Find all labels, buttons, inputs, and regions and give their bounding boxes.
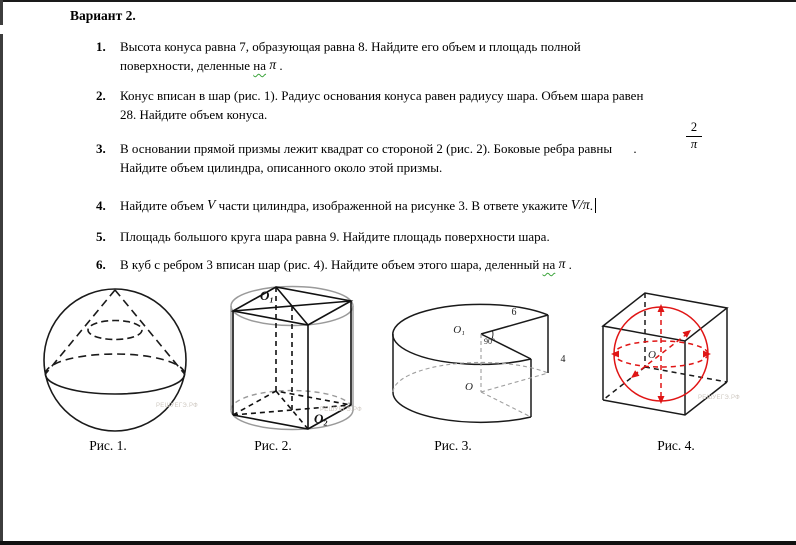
v-symbol: V [207, 197, 216, 212]
problem-6-text [120, 255, 772, 274]
problem-1-period: . [276, 58, 283, 73]
problem-3-line1: В основании прямой призмы лежит квадрат со стороной 2 (рис. 2). Боковые ребра равны [120, 141, 613, 156]
figure-2-label-o1: O₁ [260, 288, 274, 303]
page-border-left-gap [0, 25, 3, 34]
figure-3-label-o1: O₁ [453, 324, 465, 336]
problem-4 [96, 196, 772, 215]
figure-4-label-o: O [648, 349, 656, 361]
watermark: РЕШУЕГЭ.РФ [320, 407, 363, 413]
problem-2 [96, 86, 772, 124]
spellcheck-word: на [253, 58, 267, 73]
fraction-numerator: 2 [690, 120, 698, 134]
watermark: РЕШУЕГЭ.РФ [156, 403, 199, 409]
figure-4-cube-with-sphere [598, 284, 758, 424]
problem-4-number: 4. [96, 198, 106, 213]
pi-symbol: π [266, 57, 277, 72]
figure-2-label-o2: O₂ [314, 411, 328, 426]
fraction-2-over-pi [686, 121, 702, 151]
problem-3-line2: Найдите объем цилиндра, описанного около этой призмы. [120, 160, 443, 175]
spellcheck-word: на [542, 257, 556, 272]
text-cursor [595, 198, 597, 213]
figure-2-prism-in-cylinder [222, 283, 362, 436]
problem-1 [96, 37, 772, 75]
problem-1-number: 1. [96, 39, 106, 54]
page-title: Вариант 2. [70, 8, 136, 23]
problem-4-pre: Найдите объем [120, 198, 208, 213]
problem-2-line2: 28. Найдите объем конуса. [120, 107, 268, 122]
figure-3-height-label: 4 [560, 354, 566, 365]
figure-4-caption: Рис. 4. [657, 438, 695, 453]
problem-2-line1: Конус вписан в шар (рис. 1). Радиус основания конуса равен радиусу шара. Объем шара равен [120, 88, 644, 103]
problem-4-period: . [589, 198, 593, 213]
problem-2-number: 2. [96, 88, 106, 103]
problem-6-pre: В куб с ребром 3 вписан шар (рис. 4). Найдите объем этого шара, деленный [120, 257, 543, 272]
page-border-left [0, 0, 3, 545]
page-border-bottom [0, 541, 796, 545]
watermark: РЕШУЕГЭ.РФ [698, 395, 741, 401]
problem-3-text [120, 120, 772, 177]
problem-5 [96, 227, 772, 246]
problem-3-number: 3. [96, 141, 106, 156]
problem-1-line1: Высота конуса равна 7, образующая равна 8. Найдите его объем и площадь полной [120, 39, 581, 54]
problem-6 [96, 255, 772, 274]
problem-5-line1: Площадь большого круга шара равна 9. Найдите площадь поверхности шара. [120, 229, 550, 244]
figure-1-sphere-with-cone [38, 286, 188, 434]
problem-3-period: . [630, 141, 637, 156]
problem-6-number: 6. [96, 257, 106, 272]
problem-5-number: 5. [96, 229, 106, 244]
problem-6-period: . [565, 257, 572, 272]
figure-3-label-o: O [465, 381, 473, 393]
problem-1-text [120, 37, 772, 75]
figure-3-radius-label: 6 [511, 307, 517, 318]
fraction-denominator: π [686, 136, 702, 151]
problem-3 [96, 120, 772, 177]
problem-2-text [120, 86, 772, 124]
problem-1-line2: поверхности, деленные [120, 58, 254, 73]
page-border-top [0, 0, 796, 2]
problem-4-mid: части цилиндра, изображенной на рисунке 3. В ответе укажите [215, 198, 571, 213]
problem-5-text [120, 227, 772, 246]
v-over-pi-symbol: V/π [570, 197, 590, 212]
figure-3-cut-cylinder [385, 292, 585, 438]
figure-3-angle-label: 90° [484, 337, 496, 346]
pi-symbol: π [555, 256, 566, 271]
figure-3-caption: Рис. 3. [434, 438, 472, 453]
problem-4-text [120, 196, 772, 215]
figure-1-caption: Рис. 1. [89, 438, 127, 453]
figure-2-caption: Рис. 2. [254, 438, 292, 453]
